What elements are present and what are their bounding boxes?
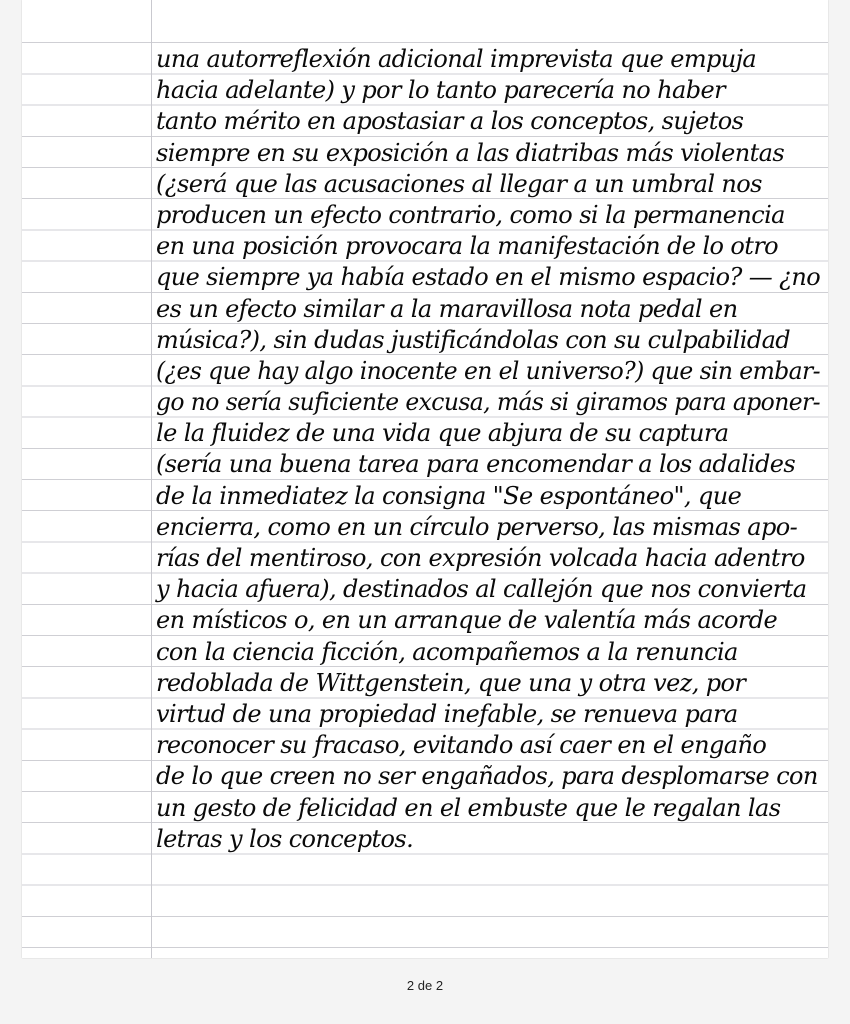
handwritten-line: tanto mérito en apostasiar a los conceptos, sujetos — [156, 107, 744, 136]
handwritten-line: es un efecto similar a la maravillosa nota pedal en — [156, 294, 738, 323]
handwritten-line: con la ciencia ficción, acompañemos a la renuncia — [156, 637, 738, 666]
handwritten-line: de lo que creen no ser engañados, para desplomarse con — [156, 762, 818, 791]
handwritten-line: música?), sin dudas justificándolas con su culpabilidad — [156, 325, 791, 354]
handwritten-line: (sería una buena tarea para encomendar a los adalides — [156, 450, 796, 479]
handwritten-line: go no sería suficiente excusa, más si giramos para aponer- — [156, 388, 820, 417]
handwritten-line: letras y los conceptos. — [156, 824, 414, 853]
handwritten-line: (¿es que hay algo inocente en el universo?) que sin embar- — [156, 356, 820, 385]
margin-line — [151, 0, 152, 958]
handwritten-line: virtud de una propiedad inefable, se renueva para — [156, 699, 738, 728]
handwritten-line: reconocer su fracaso, evitando así caer en el engaño — [156, 731, 767, 760]
handwritten-line: de la inmediatez la consigna "Se espontáneo", que — [156, 481, 742, 510]
page-indicator: 2 de 2 — [406, 978, 444, 993]
handwritten-line: le la fluidez de una vida que abjura de su captura — [156, 419, 729, 448]
handwritten-line: rías del mentiroso, con expresión volcada hacia adentro — [156, 544, 805, 572]
handwritten-line: redoblada de Wittgenstein, que una y otra vez, por — [156, 668, 746, 697]
handwritten-line: en una posición provocara la manifestación de lo otro — [156, 232, 779, 261]
handwritten-line: en místicos o, en un arranque de valentía más acorde — [156, 606, 778, 635]
handwritten-line: siempre en su exposición a las diatribas más violentas — [156, 138, 785, 167]
handwritten-line: que siempre ya había estado en el mismo espacio? — ¿no — [156, 263, 821, 292]
handwritten-line: una autorreflexión adicional imprevista que empuja — [156, 45, 757, 73]
handwritten-line: (¿será que las acusaciones al llegar a un umbral nos — [156, 169, 762, 198]
notebook-page — [22, 0, 828, 958]
handwritten-text — [156, 44, 820, 855]
handwritten-line: y hacia afuera), destinados al callejón que nos convierta — [156, 575, 807, 604]
handwritten-line: hacia adelante) y por lo tanto parecería no haber — [156, 76, 725, 105]
handwritten-line: producen un efecto contrario, como si la permanencia — [156, 200, 785, 229]
handwritten-line: encierra, como en un círculo perverso, las mismas apo- — [156, 512, 798, 541]
handwritten-line: un gesto de felicidad en el embuste que le regalan las — [156, 793, 781, 822]
viewer-footer — [0, 958, 850, 1024]
